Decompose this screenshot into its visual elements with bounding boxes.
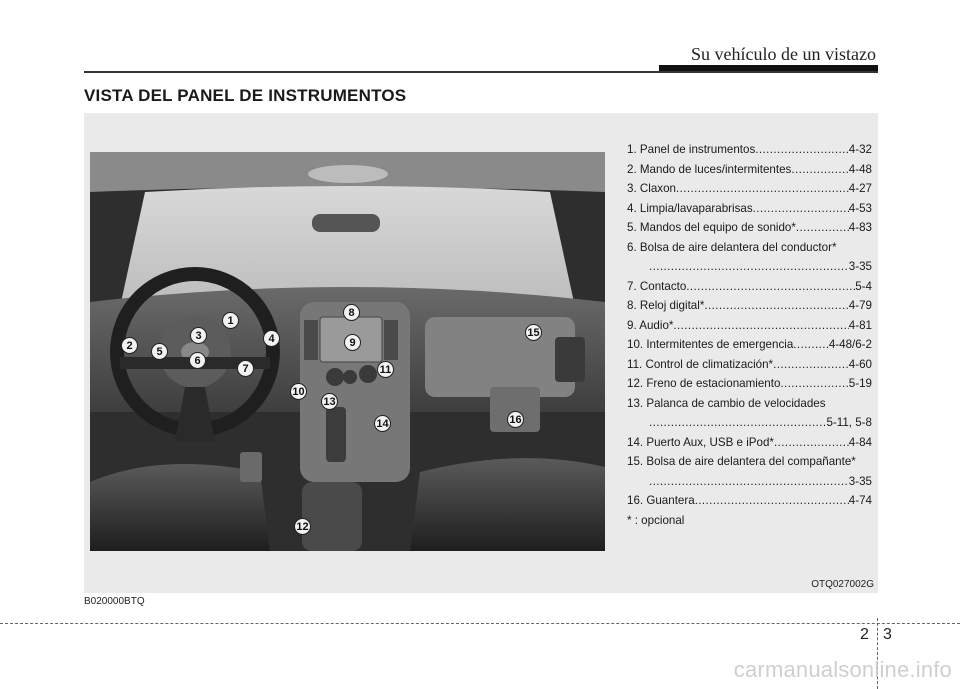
header-rule xyxy=(84,71,878,73)
rear-view-mirror xyxy=(312,214,380,232)
callout-14: 14 xyxy=(374,415,391,432)
legend-item: 7. Contacto ..... 5-4 xyxy=(627,277,872,297)
section-code: B020000BTQ xyxy=(84,596,145,607)
legend-item: 9. Audio* ..... 4-81 xyxy=(627,316,872,336)
legend-item: 13. Palanca de cambio de velocidades xyxy=(627,396,826,410)
legend-item: 8. Reloj digital* ..... 4-79 xyxy=(627,296,872,316)
page-number: 3 xyxy=(883,626,892,643)
legend-item: 6. Bolsa de aire delantera del conductor* xyxy=(627,240,837,254)
callout-16: 16 xyxy=(507,411,524,428)
legend-item: 4. Limpia/lavaparabrisas ..... 4-53 xyxy=(627,199,872,219)
legend-item-continuation: ..... 3-35 xyxy=(627,472,872,492)
callout-7: 7 xyxy=(237,360,254,377)
dome-light xyxy=(308,165,388,183)
passenger-seat xyxy=(410,458,605,551)
footer-dashed-rule xyxy=(0,623,960,624)
callout-15: 15 xyxy=(525,324,542,341)
legend-item: 12. Freno de estacionamiento ..... 5-19 xyxy=(627,374,872,394)
legend-item: 3. Claxon ..... 4-27 xyxy=(627,179,872,199)
legend-item: 16. Guantera ..... 4-74 xyxy=(627,491,872,511)
image-code: OTQ027002G xyxy=(811,579,874,590)
callout-1: 1 xyxy=(222,312,239,329)
callout-5: 5 xyxy=(151,343,168,360)
legend-item: 1. Panel de instrumentos ..... 4-32 xyxy=(627,140,872,160)
legend-item-continuation: ..... 5-11, 5-8 xyxy=(627,413,872,433)
legend-item: 14. Puerto Aux, USB e iPod* ..... 4-84 xyxy=(627,433,872,453)
legend-item: 2. Mando de luces/intermitentes ..... 4-48 xyxy=(627,160,872,180)
callout-12: 12 xyxy=(294,518,311,535)
callout-4: 4 xyxy=(263,330,280,347)
legend-note: * : opcional xyxy=(627,513,685,527)
legend-item: 10. Intermitentes de emergencia ..... 4-48/6-2 xyxy=(627,335,872,355)
legend-item: 11. Control de climatización* ..... 4-60 xyxy=(627,355,872,375)
chapter-header-title: Su vehículo de un vistazo xyxy=(691,44,876,64)
callout-8: 8 xyxy=(343,304,360,321)
callout-6: 6 xyxy=(189,352,206,369)
callout-11: 11 xyxy=(377,361,394,378)
legend-item: 5. Mandos del equipo de sonido* ..... 4-83 xyxy=(627,218,872,238)
callout-10: 10 xyxy=(290,383,307,400)
chapter-number: 2 xyxy=(860,626,869,643)
legend-list xyxy=(627,140,872,530)
callout-3: 3 xyxy=(190,327,207,344)
legend-item: 15. Bolsa de aire delantera del compañante* xyxy=(627,455,856,468)
legend-item-continuation: ..... 3-35 xyxy=(627,257,872,277)
watermark: carmanualsonline.info xyxy=(733,657,952,682)
section-title: VISTA DEL PANEL DE INSTRUMENTOS xyxy=(84,86,407,105)
callout-13: 13 xyxy=(321,393,338,410)
glove-box xyxy=(425,317,575,397)
callout-9: 9 xyxy=(344,334,361,351)
callout-2: 2 xyxy=(121,337,138,354)
